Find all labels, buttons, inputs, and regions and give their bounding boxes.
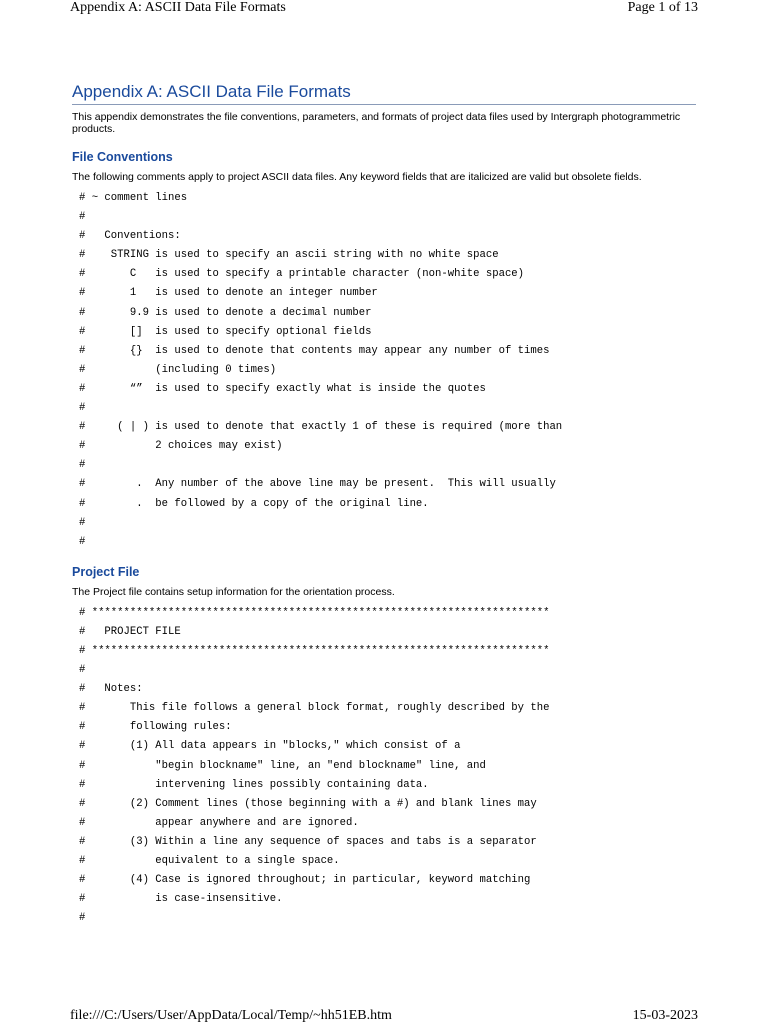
page-title: Appendix A: ASCII Data File Formats — [72, 80, 696, 105]
section-heading-project-file: Project File — [72, 564, 140, 579]
print-footer — [70, 1008, 698, 1024]
document-content — [72, 80, 696, 928]
section-heading-file-conventions: File Conventions — [72, 150, 173, 164]
header-page-number: Page 1 of 13 — [627, 0, 698, 15]
file-conventions-code-block: # ~ comment lines # # Conventions: # STRING is used to specify an ascii string with no white space # C is used to specify a printable character (non-white space) # 1 is used to denote an integer number # 9.9 is used to denote a decimal number # [] is used to specify optional fields # {} is used to denote that contents may appear any number of times # (including 0 times) # “” is used to specify exactly what is inside the quotes # # ( | ) is used to denote that exactly 1 of these is required (more than # 2 choices may exist) # # . Any number of the above line may be present. This will usually # . be followed by a copy of the original line. # # — [79, 192, 563, 548]
footer-file-path: file:///C:/Users/User/AppData/Local/Temp/~hh51EB.htm — [70, 1008, 392, 1023]
footer-print-date: 15-03-2023 — [632, 1008, 698, 1023]
intro-paragraph: This appendix demonstrates the file conventions, parameters, and formats of project data files used by Intergraph photogrammetric products. — [72, 111, 681, 135]
project-file-code-block: # ************************************************************************ # PROJECT FILE # ************************************************************************ # # Notes: # This file follows a general block format, roughly described by the # following rules: # (1) All data appears in "blocks," which consist of a # "begin blockname" line, an "end blockname" line, and # intervening lines possibly containing data. # (2) Comment lines (those beginning with a #) and blank lines may # appear anywhere and are ignored. # (3) Within a line any sequence of spaces and tabs is a separator # equivalent to a single space. # (4) Case is ignored throughout; in particular, keyword matching # is case-insensitive. # — [79, 606, 550, 925]
project-file-paragraph: The Project file contains setup information for the orientation process. — [72, 585, 395, 598]
header-document-title: Appendix A: ASCII Data File Formats — [70, 0, 286, 15]
print-header — [70, 0, 698, 20]
file-conventions-paragraph: The following comments apply to project ASCII data files. Any keyword fields that are italicized are valid but obsolete fields. — [72, 171, 642, 183]
